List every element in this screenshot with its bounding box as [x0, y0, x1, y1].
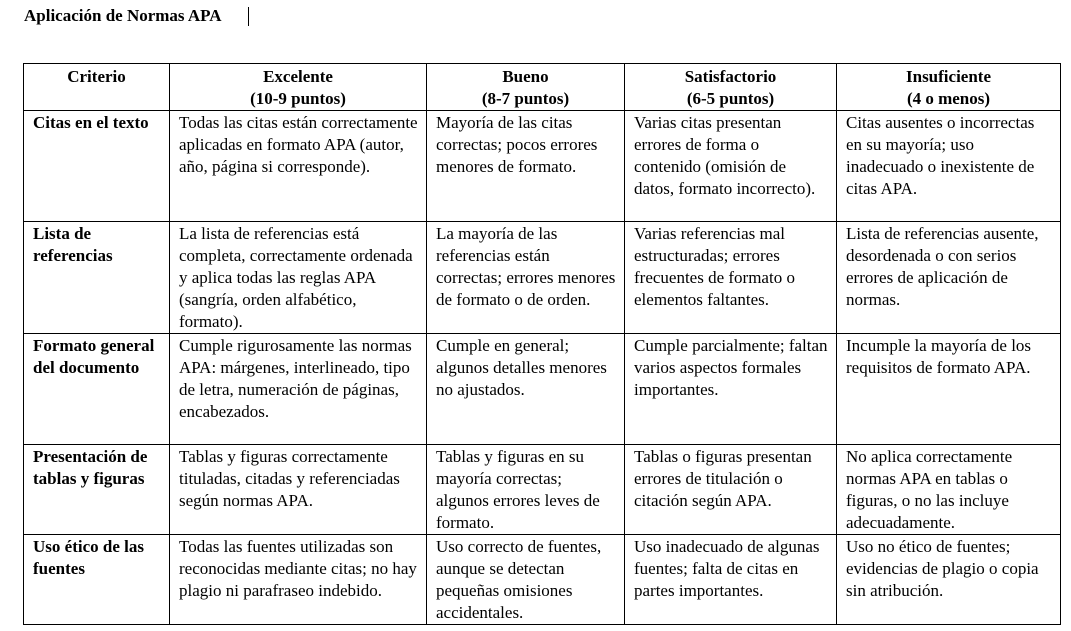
table-row	[24, 535, 1061, 625]
bueno-cell: Cumple en general; algunos detalles menores no ajustados.	[427, 334, 625, 445]
header-bueno-points: (8-7 puntos)	[481, 89, 570, 108]
excelente-cell: Todas las citas están correctamente aplicadas en formato APA (autor, año, página si corresponde).	[170, 111, 427, 222]
rubric-table	[23, 63, 1061, 625]
excelente-cell: La lista de referencias está completa, correctamente ordenada y aplica todas las reglas APA (sangría, orden alfabético, formato).	[170, 222, 427, 334]
header-excelente-label: Excelente	[263, 67, 333, 86]
header-satisfactorio-label: Satisfactorio	[684, 67, 777, 86]
table-row	[24, 334, 1061, 445]
header-insuficiente	[837, 64, 1061, 111]
criterion-cell: Formato general del documento	[24, 334, 170, 445]
insuficiente-cell: No aplica correctamente normas APA en tablas o figuras, o no las incluye adecuadamente.	[837, 445, 1061, 535]
criterion-cell: Presentación de tablas y figuras	[24, 445, 170, 535]
header-satisfactorio-points: (6-5 puntos)	[686, 89, 775, 108]
excelente-cell: Tablas y figuras correctamente tituladas, citadas y referenciadas según normas APA.	[170, 445, 427, 535]
criterion-cell: Lista de referencias	[24, 222, 170, 334]
table-row	[24, 222, 1061, 334]
satisfactorio-cell: Varias referencias mal estructuradas; errores frecuentes de formato o elementos faltantes.	[625, 222, 837, 334]
bueno-cell: Tablas y figuras en su mayoría correctas; algunos errores leves de formato.	[427, 445, 625, 535]
header-criterio-label: Criterio	[67, 67, 126, 86]
excelente-cell: Todas las fuentes utilizadas son reconocidas mediante citas; no hay plagio ni parafraseo indebido.	[170, 535, 427, 625]
header-satisfactorio	[625, 64, 837, 111]
document-title: Aplicación de Normas APA	[24, 6, 222, 25]
header-excelente	[170, 64, 427, 111]
header-excelente-points: (10-9 puntos)	[250, 89, 346, 108]
table-row	[24, 445, 1061, 535]
satisfactorio-cell: Tablas o figuras presentan errores de titulación o citación según APA.	[625, 445, 837, 535]
criterion-cell: Citas en el texto	[24, 111, 170, 222]
satisfactorio-cell: Cumple parcialmente; faltan varios aspectos formales importantes.	[625, 334, 837, 445]
insuficiente-cell: Incumple la mayoría de los requisitos de formato APA.	[837, 334, 1061, 445]
bueno-cell: La mayoría de las referencias están correctas; errores menores de formato o de orden.	[427, 222, 625, 334]
insuficiente-cell: Uso no ético de fuentes; evidencias de plagio o copia sin atribución.	[837, 535, 1061, 625]
satisfactorio-cell: Varias citas presentan errores de forma o contenido (omisión de datos, formato incorrecto).	[625, 111, 837, 222]
bueno-cell: Uso correcto de fuentes, aunque se detectan pequeñas omisiones accidentales.	[427, 535, 625, 625]
table-row	[24, 111, 1061, 222]
insuficiente-cell: Citas ausentes o incorrectas en su mayoría; uso inadecuado o inexistente de citas APA.	[837, 111, 1061, 222]
insuficiente-cell: Lista de referencias ausente, desordenada o con serios errores de aplicación de normas.	[837, 222, 1061, 334]
header-insuficiente-label: Insuficiente	[906, 67, 991, 86]
header-bueno	[427, 64, 625, 111]
text-cursor	[248, 7, 249, 26]
header-bueno-label: Bueno	[502, 67, 549, 86]
bueno-cell: Mayoría de las citas correctas; pocos errores menores de formato.	[427, 111, 625, 222]
excelente-cell: Cumple rigurosamente las normas APA: márgenes, interlineado, tipo de letra, numeración de páginas, encabezados.	[170, 334, 427, 445]
header-insuficiente-points: (4 o menos)	[906, 89, 991, 108]
satisfactorio-cell: Uso inadecuado de algunas fuentes; falta de citas en partes importantes.	[625, 535, 837, 625]
table-header-row	[24, 64, 1061, 111]
criterion-cell: Uso ético de las fuentes	[24, 535, 170, 625]
header-criterio	[24, 64, 170, 111]
